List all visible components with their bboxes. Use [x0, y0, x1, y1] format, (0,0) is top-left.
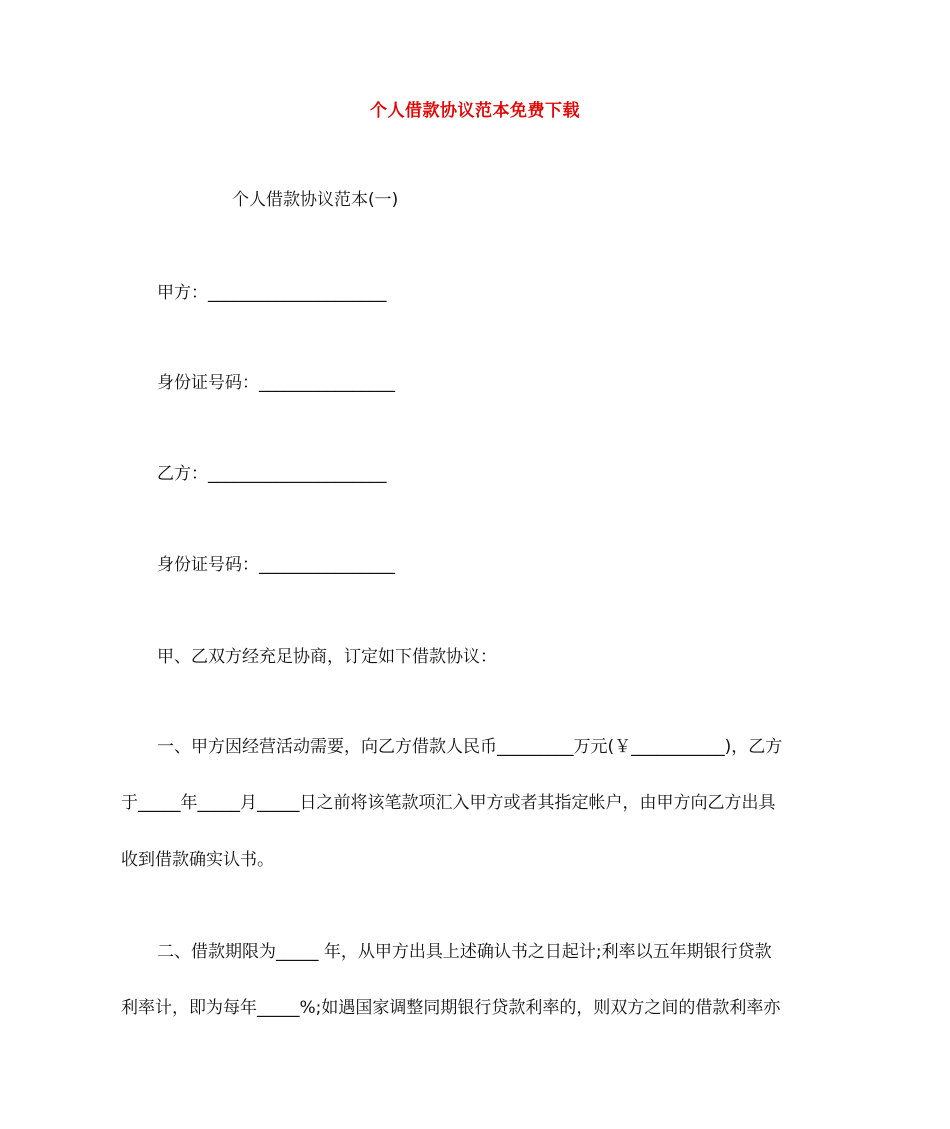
party-a-id-line: 身份证号码：________________	[157, 373, 395, 393]
clause-1-line-1: 一、甲方因经营活动需要，向乙方借款人民币_________万元(￥___________)，乙方	[157, 737, 783, 757]
clause-2-line-2: 利率计，即为每年_____%;如遇国家调整同期银行贷款利率的，则双方之间的借款利率亦	[121, 998, 781, 1018]
party-a-line: 甲方：_____________________	[157, 283, 387, 303]
intro-line: 甲、乙双方经充足协商，订定如下借款协议：	[157, 647, 497, 667]
party-b-id-line: 身份证号码：________________	[157, 555, 395, 575]
agreement-subtitle: 个人借款协议范本(一)	[232, 190, 399, 210]
clause-1-line-3: 收到借款确实认书。	[121, 850, 274, 870]
clause-1-line-2: 于_____年_____月_____日之前将该笔款项汇入甲方或者其指定帐户，由甲方向乙方出具	[121, 793, 776, 813]
document-title: 个人借款协议范本免费下载	[370, 101, 580, 121]
party-b-line: 乙方：_____________________	[157, 464, 387, 484]
clause-2-line-1: 二、借款期限为_____ 年，从甲方出具上述确认书之日起计;利率以五年期银行贷款	[157, 942, 772, 962]
